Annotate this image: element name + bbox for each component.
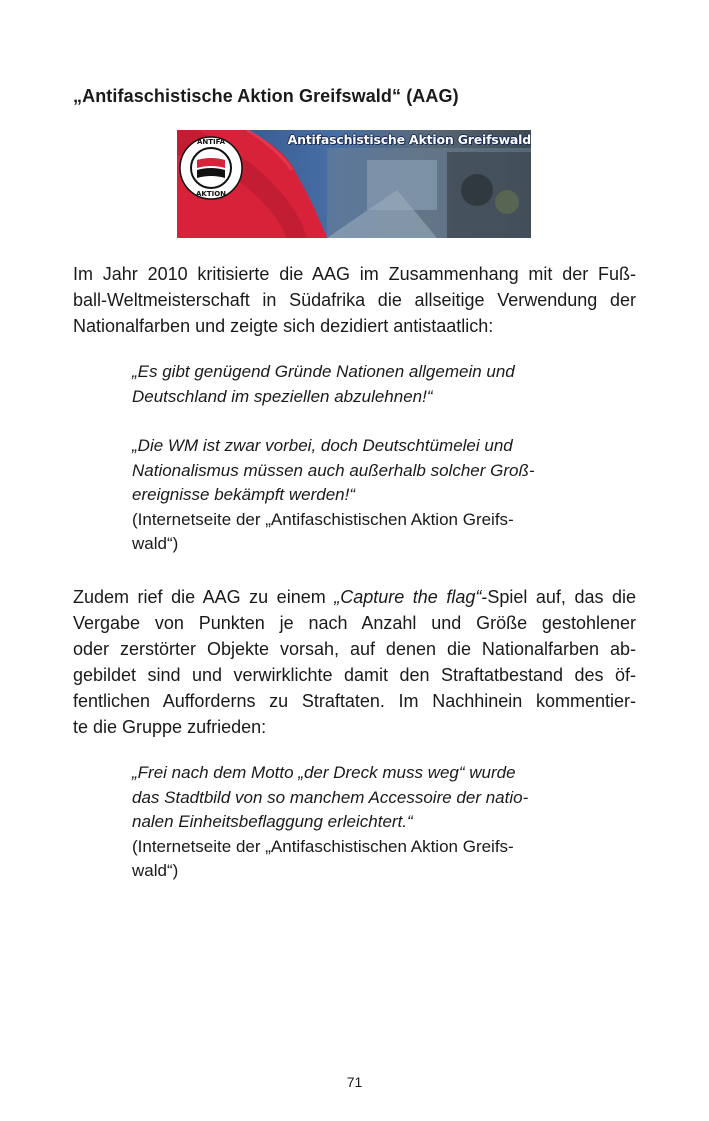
para2-line: gebildet sind und verwirklichte damit den Straftatbestand des öf- <box>73 665 636 685</box>
para2-text: Zudem rief die AAG zu einem <box>73 587 335 607</box>
source-citation-2 <box>132 835 578 884</box>
banner-title: Antifaschistische Aktion Greifswald <box>287 132 531 147</box>
paragraph-2 <box>73 584 636 740</box>
quote1-line: „Es gibt genügend Gründe Nationen allgemein und <box>132 362 515 381</box>
logo-text-bottom: AKTION <box>195 190 227 198</box>
quote3-line: das Stadtbild von so manchem Accessoire der natio- <box>132 787 529 807</box>
quote1-line: Deutschland im speziellen abzulehnen!“ <box>132 386 433 406</box>
quote3-line: „Frei nach dem Motto „der Dreck muss weg“ wurde <box>132 763 516 782</box>
para2-line <box>73 584 636 610</box>
quote-1 <box>132 360 578 409</box>
quote2-line: „Die WM ist zwar vorbei, doch Deutschtümelei und <box>132 436 513 455</box>
para1-line: ball-Weltmeisterschaft in Südafrika die allseitige Verwendung der <box>73 290 636 310</box>
para1-line: Im Jahr 2010 kritisierte die AAG im Zusammenhang mit der Fuß- <box>73 264 636 284</box>
para2-text: -Spiel auf, das die <box>481 587 637 607</box>
para2-line: te die Gruppe zufrieden: <box>73 717 267 737</box>
quote-2 <box>132 434 578 508</box>
source1-line: (Internetseite der „Antifaschistischen Aktion Greifs- <box>132 509 514 529</box>
paragraph-1 <box>73 261 636 339</box>
page-number: 71 <box>346 1074 363 1090</box>
para2-line: Vergabe von Punkten je nach Anzahl und Größe gestohlener <box>73 613 636 633</box>
logo-text-top: ANTIFA <box>196 138 226 146</box>
source2-line: wald“) <box>132 861 179 880</box>
para2-line: oder zerstörter Objekte vorsah, auf denen die Nationalfarben ab- <box>73 639 636 659</box>
source2-line: (Internetseite der „Antifaschistischen Aktion Greifs- <box>132 836 514 856</box>
aag-banner-image <box>177 130 531 238</box>
section-heading: „Antifaschistische Aktion Greifswald“ (AAG) <box>73 86 459 106</box>
quote-3 <box>132 761 578 835</box>
quote2-line: ereignisse bekämpft werden!“ <box>132 485 356 504</box>
quote2-line: Nationalismus müssen auch außerhalb solcher Groß- <box>132 460 535 480</box>
source-citation-1 <box>132 508 578 557</box>
source1-line: wald“) <box>132 534 179 553</box>
capture-the-flag-term: „Capture the flag“ <box>334 587 482 607</box>
quote3-line: nalen Einheitsbeflaggung erleichtert.“ <box>132 812 413 831</box>
para1-line: Nationalfarben und zeigte sich dezidiert antistaatlich: <box>73 316 494 336</box>
para2-line: fentlichen Aufforderns zu Straftaten. Im Nachhinein kommentier- <box>73 691 636 711</box>
